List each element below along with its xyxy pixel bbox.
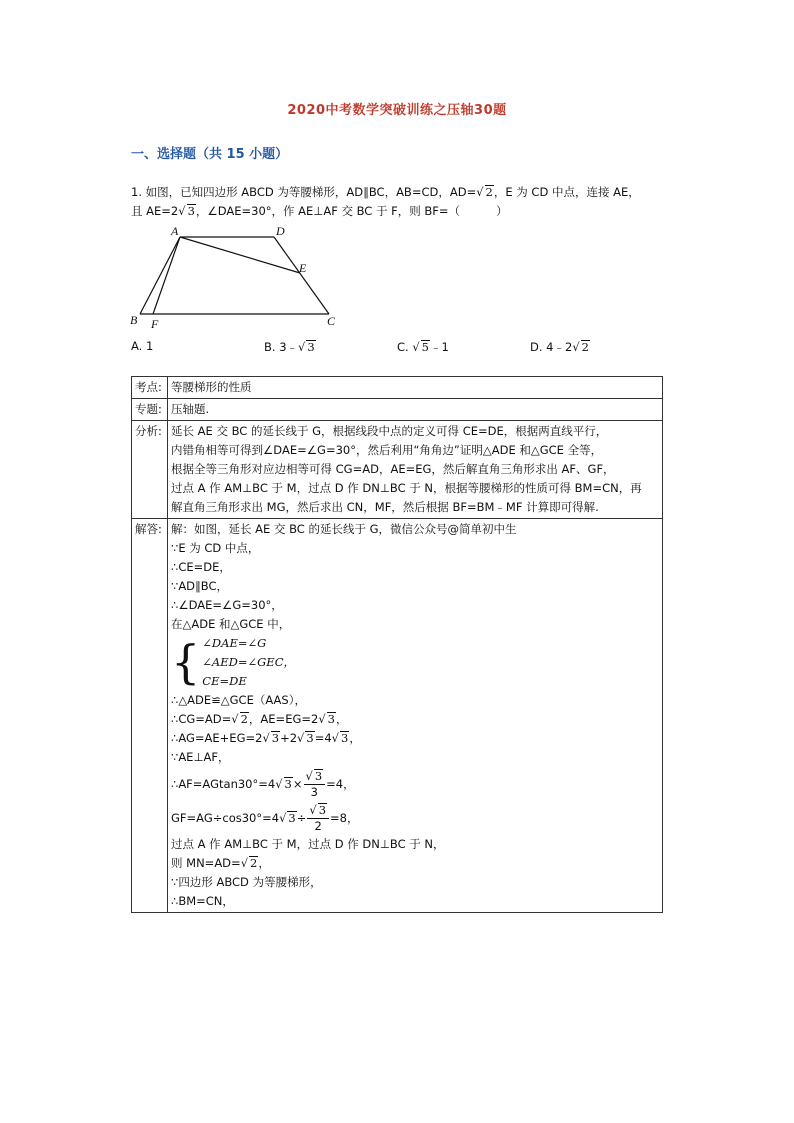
sqrt-icon: √ xyxy=(305,769,313,783)
l9-mid: +2 xyxy=(280,731,298,745)
congruence-conditions xyxy=(171,634,659,691)
jieda-line xyxy=(171,854,659,873)
sqrt-icon: √ xyxy=(262,731,270,745)
segment-AE xyxy=(180,237,300,273)
option-d-pre: 4﹣2 xyxy=(546,340,573,354)
l11-sqrt: 3 xyxy=(284,777,292,791)
l9-end: ， xyxy=(349,731,361,745)
jieda-line: ∵AD∥BC， xyxy=(171,579,229,593)
sqrt-icon: √ xyxy=(412,340,420,354)
fraction xyxy=(304,769,326,800)
condition-3: CE=DE xyxy=(202,674,247,688)
option-c[interactable] xyxy=(397,339,449,355)
fraction xyxy=(307,803,329,834)
jieda-line xyxy=(171,729,659,748)
condition-1: ∠DAE=∠G xyxy=(202,636,267,650)
zhuanti-value: 压轴题. xyxy=(168,399,663,421)
jieda-line: ∵E 为 CD 中点， xyxy=(171,541,260,555)
l14-sqrt: 2 xyxy=(250,856,258,870)
option-a-value: 1 xyxy=(145,339,154,353)
section-heading: 一、选择题（共 15 小题） xyxy=(131,147,289,162)
sqrt-icon: √ xyxy=(572,340,580,354)
jieda-label: 解答: xyxy=(132,519,168,913)
l11-num: 3 xyxy=(314,769,323,783)
sqrt-icon: √ xyxy=(275,777,283,791)
edge-DC xyxy=(274,237,329,314)
q-line1-prefix: 1. 如图，已知四边形 ABCD 为等腰梯形，AD∥BC，AB=CD，AD= xyxy=(131,185,477,199)
q-line2-prefix: 且 AE=2 xyxy=(131,204,179,218)
left-brace-icon: { xyxy=(171,635,201,689)
row-zhuanti xyxy=(132,399,663,421)
fenxi-line: 延长 AE 交 BC 的延长线于 G，根据线段中点的定义可得 CE=DE，根据两直线平行， xyxy=(171,424,608,438)
option-d-sqrt: 2 xyxy=(581,340,589,354)
sqrt-icon: √ xyxy=(297,731,305,745)
l11-end: =4， xyxy=(326,777,355,791)
row-kaodian xyxy=(132,377,663,399)
edge-AB xyxy=(140,237,180,314)
l11-den: 3 xyxy=(310,785,318,799)
l11-pre: ∴AF=AGtan30°=4 xyxy=(171,777,276,791)
condition-2: ∠AED=∠GEC， xyxy=(202,655,295,669)
l12-num: 3 xyxy=(318,803,327,817)
fenxi-value xyxy=(168,421,663,519)
kaodian-value: 等腰梯形的性质 xyxy=(168,377,663,399)
fenxi-line: 过点 A 作 AM⊥BC 于 M，过点 D 作 DN⊥BC 于 N，根据等腰梯形的性质可得 BM=CN，再 xyxy=(171,481,642,495)
sqrt-icon: √ xyxy=(231,712,239,726)
l9-mid2: =4 xyxy=(314,731,332,745)
label-B: B xyxy=(130,313,138,327)
l12-sqrt: 3 xyxy=(288,811,296,825)
l9-sqrt-1: 3 xyxy=(271,731,280,745)
jieda-line: 过点 A 作 AM⊥BC 于 M，过点 D 作 DN⊥BC 于 N， xyxy=(171,837,445,851)
l8-end: ， xyxy=(335,712,348,726)
jieda-line: ∴∠DAE=∠G=30°， xyxy=(171,598,283,612)
fenxi-line: 根据全等三角形对应边相等可得 CG=AD，AE=EG，然后解直角三角形求出 AF、GF， xyxy=(171,462,615,476)
sqrt-icon: √ xyxy=(298,340,306,354)
jieda-line: ∵AE⊥AF， xyxy=(171,750,230,764)
l8-pre: ∴CG=AD= xyxy=(171,712,232,726)
sqrt-icon: √ xyxy=(476,185,484,199)
jieda-line: ∵四边形 ABCD 为等腰梯形， xyxy=(171,875,322,889)
sqrt-icon: √ xyxy=(178,204,186,218)
option-b-label: B. xyxy=(264,340,276,354)
jieda-line: 解：如图，延长 AE 交 BC 的延长线于 G，微信公众号@简单初中生 xyxy=(171,522,517,536)
jieda-line: ∴CE=DE， xyxy=(171,560,231,574)
l12-end: =8， xyxy=(330,811,359,825)
l14-pre: 则 MN=AD= xyxy=(171,856,241,870)
segment-AF xyxy=(153,237,180,314)
jieda-line xyxy=(171,710,659,729)
q-line2-end: ） xyxy=(496,204,508,218)
l8-sqrt-1: 2 xyxy=(240,712,248,726)
kaodian-label: 考点: xyxy=(132,377,168,399)
jieda-line: ∴BM=CN， xyxy=(171,894,234,908)
zhuanti-label: 专题: xyxy=(132,399,168,421)
q-line2-sqrt: 3 xyxy=(187,204,195,218)
l11-times: × xyxy=(292,777,303,791)
sqrt-icon: √ xyxy=(318,712,326,726)
l12-den: 2 xyxy=(314,819,322,833)
jieda-value xyxy=(168,519,663,913)
jieda-line: 在△ADE 和△GCE 中， xyxy=(171,617,291,631)
fenxi-label: 分析: xyxy=(132,421,168,519)
l9-sqrt-3: 3 xyxy=(340,731,349,745)
q-line1-suffix: ，E 为 CD 中点，连接 AE， xyxy=(493,185,640,199)
sqrt-icon: √ xyxy=(240,856,249,870)
option-a[interactable] xyxy=(131,339,153,353)
l9-sqrt-2: 3 xyxy=(306,731,314,745)
label-C: C xyxy=(327,314,336,328)
option-a-label: A. xyxy=(131,339,143,353)
row-fenxi xyxy=(132,421,663,519)
option-b-sqrt: 3 xyxy=(307,340,315,354)
label-A: A xyxy=(171,224,179,238)
fenxi-line: 内错角相等可得到∠DAE=∠G=30°，然后利用“角角边”证明△ADE 和△GCE 全等， xyxy=(171,443,603,457)
jieda-line xyxy=(171,767,659,801)
option-b[interactable] xyxy=(264,339,316,355)
q-line2-suffix: ，∠DAE=30°，作 AE⊥AF 交 BC 于 F，则 BF=（ xyxy=(195,204,461,218)
label-E: E xyxy=(299,261,307,275)
option-b-pre: 3﹣ xyxy=(279,340,299,354)
label-D: D xyxy=(276,224,285,238)
row-jieda xyxy=(132,519,663,913)
jieda-line xyxy=(171,801,659,835)
question-line-2 xyxy=(131,203,508,219)
l8-mid: ，AE=EG=2 xyxy=(248,712,319,726)
solution-table xyxy=(131,376,663,913)
l9-pre: ∴AG=AE+EG=2 xyxy=(171,731,263,745)
option-c-sqrt: 5 xyxy=(421,340,429,354)
l12-pre: GF=AG÷cos30°=4 xyxy=(171,811,280,825)
jieda-line: ∴△ADE≌△GCE（AAS）， xyxy=(171,693,306,707)
sqrt-icon: √ xyxy=(309,803,317,817)
option-c-label: C. xyxy=(397,340,409,354)
l12-div: ÷ xyxy=(296,811,307,825)
option-d-label: D. xyxy=(530,340,543,354)
l14-end: ， xyxy=(258,856,270,870)
sqrt-icon: √ xyxy=(331,731,339,745)
sqrt-icon: √ xyxy=(279,811,287,825)
l8-sqrt-2: 3 xyxy=(327,712,335,726)
trapezoid-diagram xyxy=(128,222,348,334)
question-line-1 xyxy=(131,184,640,200)
option-c-post: ﹣1 xyxy=(430,340,449,354)
label-F: F xyxy=(151,317,159,331)
option-d[interactable] xyxy=(530,339,590,355)
page-title: 2020中考数学突破训练之压轴30题 xyxy=(287,103,507,118)
q-line1-sqrt: 2 xyxy=(485,185,493,199)
fenxi-line: 解直角三角形求出 MG，然后求出 CN，MF，然后根据 BF=BM﹣MF 计算即可得解. xyxy=(171,500,599,514)
